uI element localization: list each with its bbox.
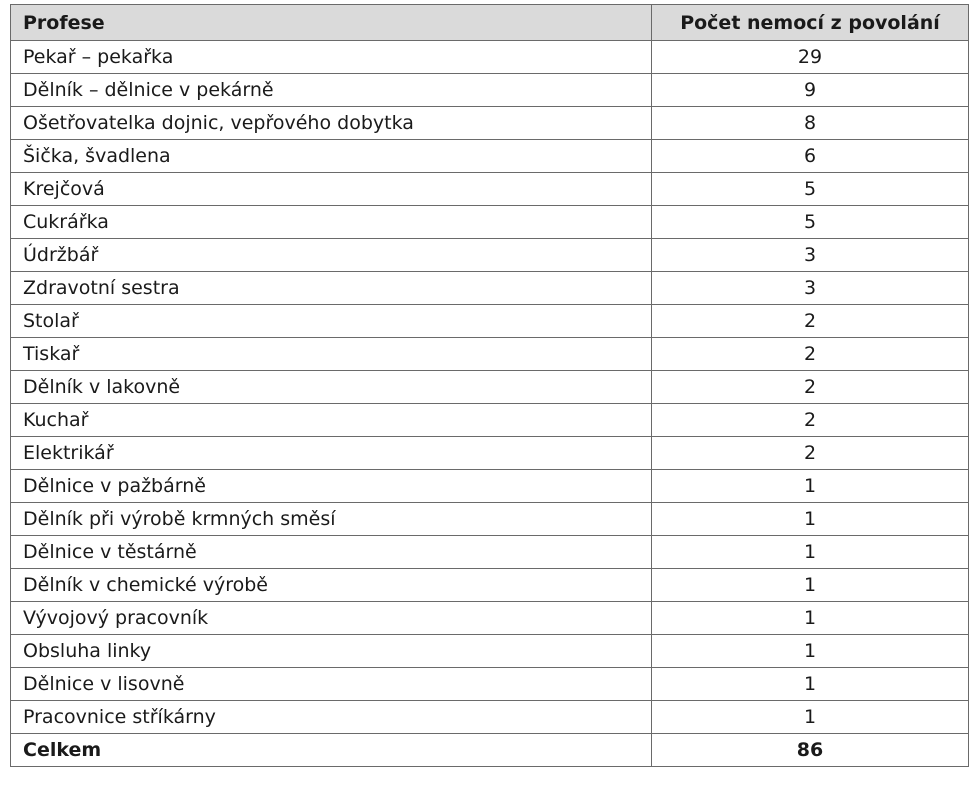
profession-cell: Pekař – pekařka [11, 41, 652, 74]
table-row [11, 470, 969, 503]
count-cell: 3 [652, 272, 969, 305]
profession-cell: Dělník v chemické výrobě [11, 569, 652, 602]
profession-cell: Údržbář [11, 239, 652, 272]
header-profession: Profese [11, 5, 652, 41]
profession-cell: Dělnice v pažbárně [11, 470, 652, 503]
count-cell: 5 [652, 173, 969, 206]
total-label: Celkem [11, 734, 652, 767]
table-row [11, 668, 969, 701]
count-cell: 1 [652, 701, 969, 734]
table-row [11, 338, 969, 371]
table-row [11, 206, 969, 239]
table-row [11, 437, 969, 470]
profession-cell: Tiskař [11, 338, 652, 371]
count-cell: 1 [652, 635, 969, 668]
profession-cell: Dělník – dělnice v pekárně [11, 74, 652, 107]
profession-cell: Dělník v lakovně [11, 371, 652, 404]
table-row [11, 569, 969, 602]
count-cell: 9 [652, 74, 969, 107]
table-row [11, 635, 969, 668]
profession-cell: Dělnice v lisovně [11, 668, 652, 701]
table-row [11, 41, 969, 74]
count-cell: 1 [652, 602, 969, 635]
profession-cell: Obsluha linky [11, 635, 652, 668]
profession-cell: Zdravotní sestra [11, 272, 652, 305]
count-cell: 1 [652, 569, 969, 602]
table-row [11, 140, 969, 173]
total-count: 86 [652, 734, 969, 767]
profession-cell: Kuchař [11, 404, 652, 437]
profession-cell: Elektrikář [11, 437, 652, 470]
table-row [11, 305, 969, 338]
count-cell: 1 [652, 470, 969, 503]
table-body [11, 41, 969, 734]
table-total-row [11, 734, 969, 767]
table-row [11, 74, 969, 107]
table-row [11, 371, 969, 404]
count-cell: 5 [652, 206, 969, 239]
table-row [11, 404, 969, 437]
profession-cell: Cukrářka [11, 206, 652, 239]
count-cell: 1 [652, 668, 969, 701]
count-cell: 1 [652, 503, 969, 536]
profession-cell: Pracovnice stříkárny [11, 701, 652, 734]
table-row [11, 173, 969, 206]
table-row [11, 107, 969, 140]
occupational-disease-table [10, 4, 969, 767]
count-cell: 2 [652, 338, 969, 371]
table-row [11, 701, 969, 734]
profession-cell: Stolař [11, 305, 652, 338]
profession-cell: Dělník při výrobě krmných směsí [11, 503, 652, 536]
table-row [11, 503, 969, 536]
count-cell: 8 [652, 107, 969, 140]
profession-cell: Vývojový pracovník [11, 602, 652, 635]
table-row [11, 272, 969, 305]
count-cell: 1 [652, 536, 969, 569]
table-row [11, 239, 969, 272]
table-row [11, 536, 969, 569]
header-count: Počet nemocí z povolání [652, 5, 969, 41]
count-cell: 2 [652, 371, 969, 404]
profession-cell: Dělnice v těstárně [11, 536, 652, 569]
count-cell: 2 [652, 437, 969, 470]
count-cell: 2 [652, 404, 969, 437]
count-cell: 6 [652, 140, 969, 173]
profession-cell: Ošetřovatelka dojnic, vepřového dobytka [11, 107, 652, 140]
table-row [11, 602, 969, 635]
table-header-row [11, 5, 969, 41]
count-cell: 2 [652, 305, 969, 338]
occupational-disease-table-wrapper [10, 4, 968, 767]
profession-cell: Šička, švadlena [11, 140, 652, 173]
count-cell: 29 [652, 41, 969, 74]
count-cell: 3 [652, 239, 969, 272]
profession-cell: Krejčová [11, 173, 652, 206]
